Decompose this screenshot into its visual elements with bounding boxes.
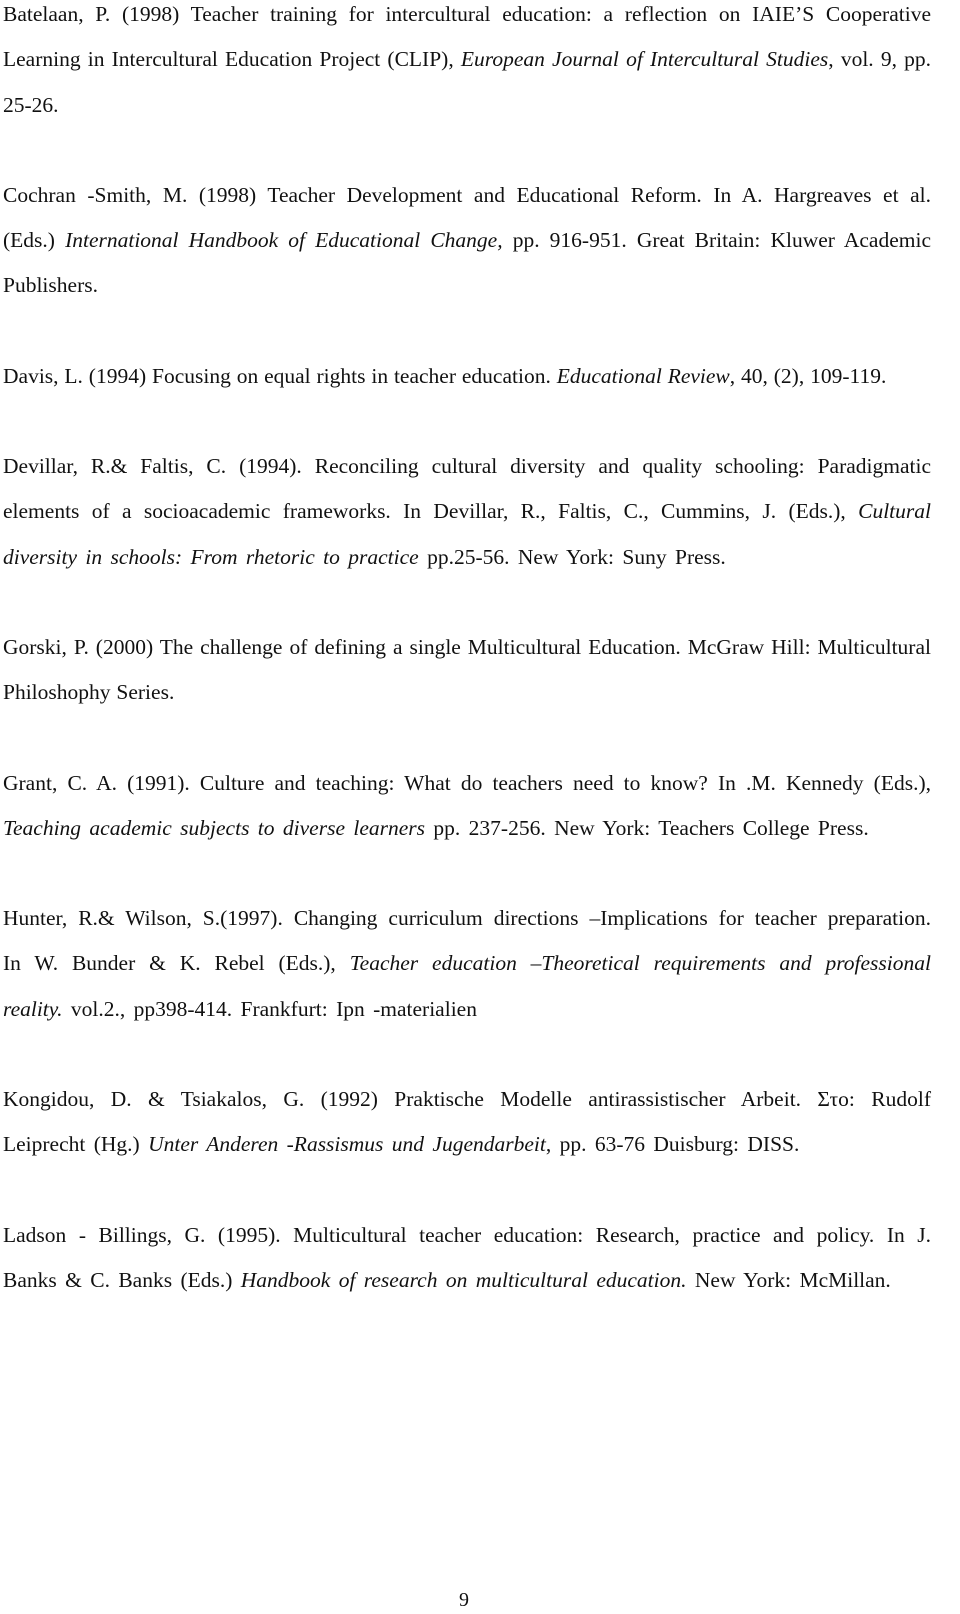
reference-text: Gorski, P. (2000) The challenge of defining a single Multicultural Education. McGraw Hill: Multicultural Philoshophy Series.	[3, 634, 931, 705]
reference-title-italic: Cultural diversity in schools: From rhetoric to practice	[3, 499, 931, 569]
reference-title-italic: European Journal of Intercultural Studies	[460, 47, 829, 72]
reference-text: , vol. 9, pp. 25-26.	[3, 47, 931, 117]
reference-text: New York: McMillan.	[686, 1267, 891, 1292]
reference-ladson-billings	[3, 1213, 931, 1304]
reference-title-italic: Teacher education –Theoretical requirements and professional reality.	[3, 951, 931, 1021]
reference-text: Grant, C. A. (1991). Culture and teaching: What do teachers need to know? In .M. Kennedy (Eds.),	[3, 770, 931, 795]
reference-title-italic: Teaching academic subjects to diverse learners	[3, 815, 426, 840]
reference-title-italic: Handbook of research on multicultural education.	[240, 1267, 687, 1292]
reference-text: pp.25-56. New York: Suny Press.	[418, 544, 726, 569]
reference-batelaan	[3, 0, 931, 128]
reference-text: vol.2., pp398-414. Frankfurt: Ipn -materialien	[62, 996, 477, 1021]
reference-list	[3, 0, 931, 1348]
reference-text: Batelaan, P. (1998) Teacher training for intercultural education: a reflection on IAIE’S Cooperative Learning in Intercultural Education Project (CLIP),	[3, 2, 931, 72]
reference-text: , pp. 63-76 Duisburg: DISS.	[545, 1132, 800, 1157]
page-number: 9	[459, 1589, 469, 1611]
reference-text: Davis, L. (1994) Focusing on equal rights in teacher education.	[3, 363, 557, 388]
reference-text: pp. 916-951. Great Britain: Kluwer Academic Publishers.	[3, 228, 931, 298]
reference-grant	[3, 761, 931, 852]
reference-gorski	[3, 625, 931, 716]
reference-kongidou	[3, 1077, 931, 1168]
reference-cochran-smith	[3, 173, 931, 309]
reference-devillar	[3, 444, 931, 580]
reference-davis	[3, 354, 931, 399]
reference-text: pp. 237-256. New York: Teachers College Press.	[425, 815, 869, 840]
reference-text: Hunter, R.& Wilson, S.(1997). Changing curriculum directions –Implications for teacher preparation. In W. Bunder & K. Rebel (Eds.),	[3, 906, 931, 976]
reference-title-italic: International Handbook of Educational Change,	[65, 228, 503, 253]
reference-text: , 40, (2), 109-119.	[729, 363, 887, 388]
reference-text: Devillar, R.& Faltis, C. (1994). Reconciling cultural diversity and quality schooling: Paradigmatic elements of a socioacademic frameworks. In Devillar, R., Faltis, C., Cummins, J. (Eds.),	[3, 454, 931, 524]
reference-text: Kongidou, D. & Tsiakalos, G. (1992) Praktische Modelle antirassistischer Arbeit. Στο: Rudolf Leiprecht (Hg.)	[3, 1087, 931, 1157]
reference-title-italic: Unter Anderen -Rassismus und Jugendarbeit	[148, 1132, 546, 1157]
reference-title-italic: Educational Review	[556, 363, 730, 388]
reference-hunter	[3, 896, 931, 1032]
reference-text: Cochran -Smith, M. (1998) Teacher Development and Educational Reform. In A. Hargreaves et al. (Eds.)	[3, 182, 931, 253]
reference-text: Ladson - Billings, G. (1995). Multicultural teacher education: Research, practice and policy. In J. Banks & C. Banks (Eds.)	[3, 1222, 931, 1292]
